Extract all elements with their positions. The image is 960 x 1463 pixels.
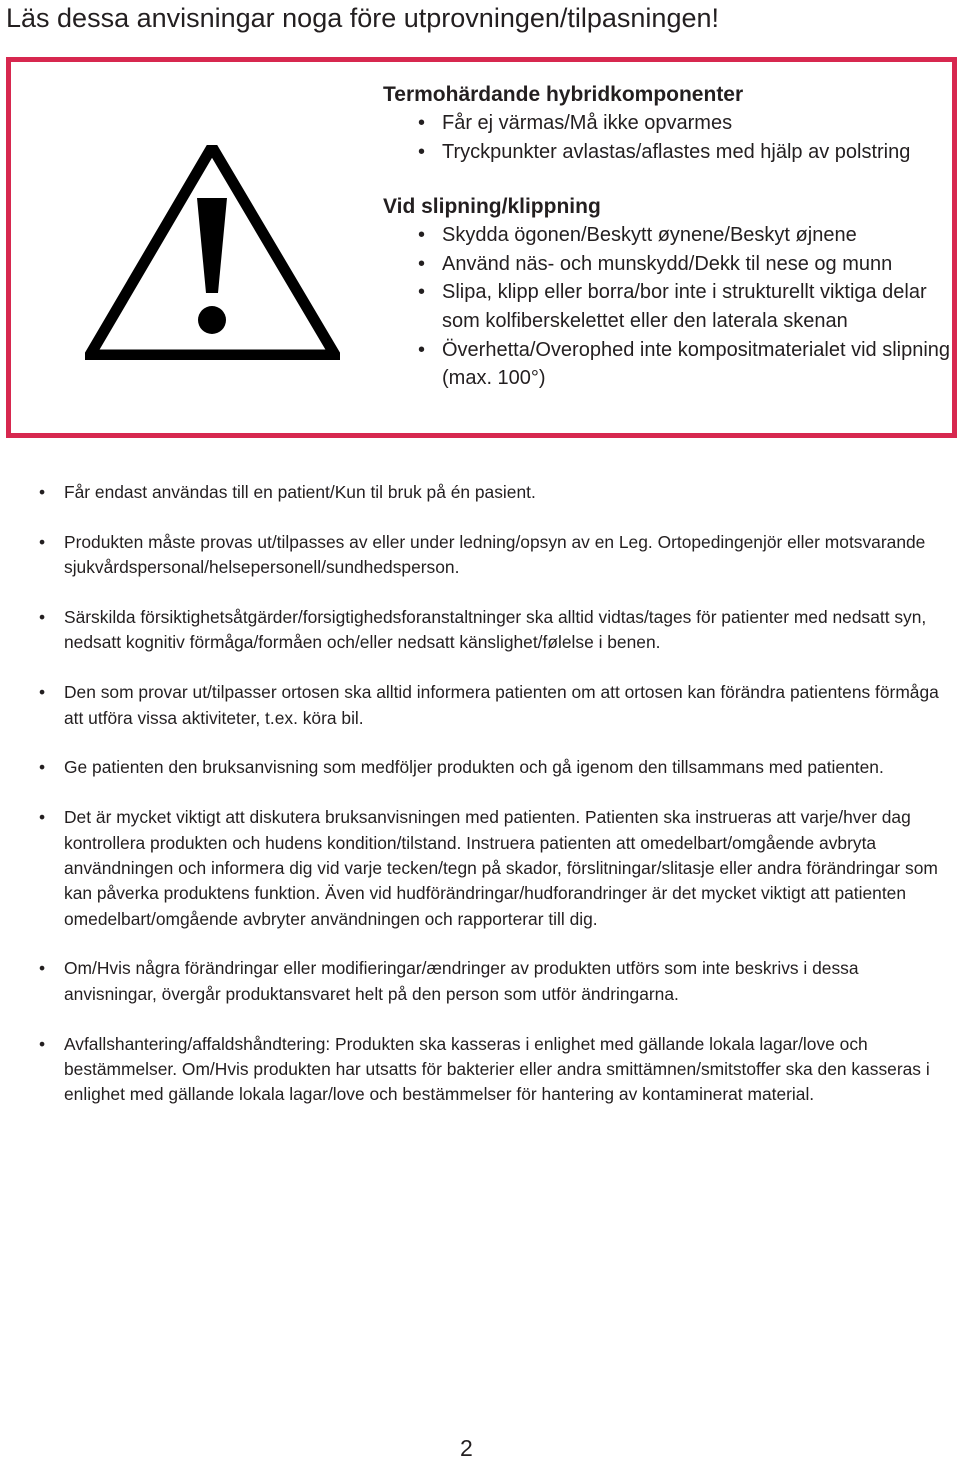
warning-list-thermo bbox=[383, 109, 953, 166]
warning-item: • Tryckpunkter avlastas/aflastes med hjälp av polstring bbox=[383, 138, 953, 167]
page-title: Läs dessa anvisningar noga före utprovningen/tilpasningen! bbox=[6, 3, 719, 33]
warning-item: • Slipa, klipp eller borra/bor inte i strukturellt viktiga delar som kolfiberskelettet eller den laterala skenan bbox=[383, 278, 953, 335]
instruction-item: • Får endast användas till en patient/Kun til bruk på én pasient. bbox=[39, 480, 944, 505]
warning-triangle-icon bbox=[85, 145, 340, 360]
instruction-item: • Produkten måste provas ut/tilpasses av eller under ledning/opsyn av en Leg. Ortopedingenjör eller motsvarande sjukvårdspersonal/helsepersonell/sundhedsperson. bbox=[39, 530, 944, 581]
instruction-item: • Om/Hvis några förändringar eller modifieringar/ændringer av produkten utförs som inte beskrivs i dessa anvisningar, övergår produktansvaret helt på den person som utför ändringarna. bbox=[39, 956, 944, 1007]
warning-heading-grinding: Vid slipning/klippning bbox=[383, 195, 601, 219]
warning-content bbox=[383, 80, 953, 393]
page-number: 2 bbox=[460, 1435, 473, 1461]
instruction-item: • Avfallshantering/affaldshåndtering: Produkten ska kasseras i enlighet med gällande lokala lagar/love och bestämmelser. Om/Hvis produkten har utsatts för bakterier eller andra smittämnen/smitstoffer ska den kasseras i enlighet med gällande lokala lagar/love och bestämmelser för hantering av kontaminerat material. bbox=[39, 1032, 944, 1108]
warning-item: • Använd näs- och munskydd/Dekk til nese og munn bbox=[383, 250, 953, 279]
warning-section-grinding bbox=[383, 192, 953, 393]
instruction-item: • Särskilda försiktighetsåtgärder/forsigtighedsforanstaltninger ska alltid vidtas/tages för patienter med nedsatt syn, nedsatt kognitiv förmåga/formåen och/eller nedsatt känslighet/følelse i benen. bbox=[39, 605, 944, 656]
instruction-item: • Det är mycket viktigt att diskutera bruksanvisningen med patienten. Patienten ska instrueras att varje/hver dag kontrollera produkten och hudens kondition/tilstand. Instruera patienten att omedelbart/omgående avbryta användningen och informera dig vid varje tecken/tegn på skador, förslitningar/slitasje eller andra förändringar som kan påverka produktens funktion. Även vid hudförändringar/hudforandringer är det mycket viktigt att patienten omedelbart/omgående avbryter användningen och rapporterar till dig. bbox=[39, 805, 944, 931]
warning-heading-thermo: Termohärdande hybridkomponenter bbox=[383, 83, 744, 106]
instruction-list bbox=[39, 480, 944, 1132]
warning-section-thermo bbox=[383, 80, 953, 166]
warning-item: • Får ej värmas/Må ikke opvarmes bbox=[383, 109, 953, 138]
instruction-item: • Den som provar ut/tilpasser ortosen ska alltid informera patienten om att ortosen kan förändra patientens förmåga att utföra vissa aktiviteter, t.ex. köra bil. bbox=[39, 680, 944, 731]
warning-item: • Överhetta/Overophed inte kompositmaterialet vid slipning (max. 100°) bbox=[383, 336, 953, 393]
warning-list-grinding bbox=[383, 221, 953, 393]
warning-item: • Skydda ögonen/Beskytt øynene/Beskyt øjnene bbox=[383, 221, 953, 250]
instruction-item: • Ge patienten den bruksanvisning som medföljer produkten och gå igenom den tillsammans med patienten. bbox=[39, 755, 944, 780]
